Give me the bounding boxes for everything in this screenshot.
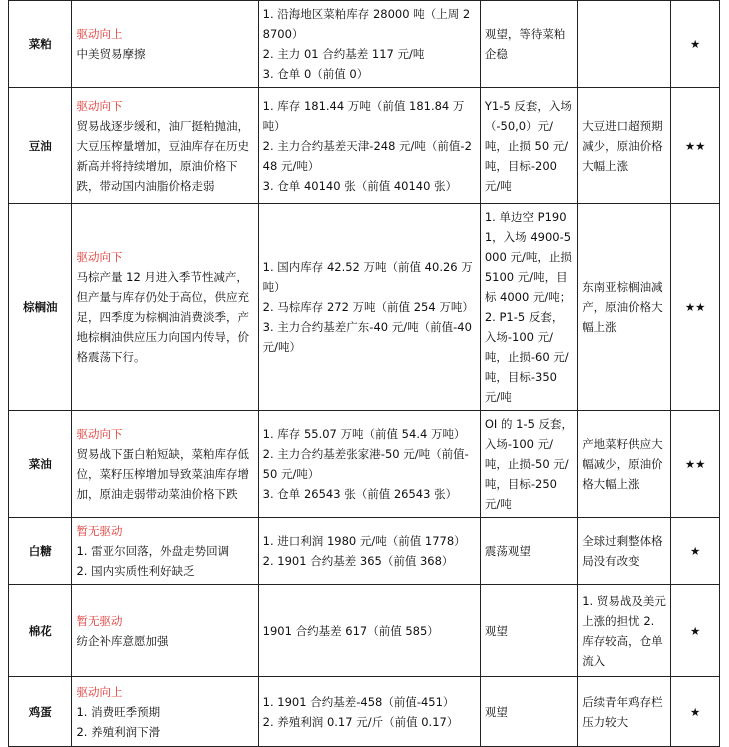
strategy-cell: 观望，等待菜粕企稳 bbox=[480, 1, 577, 88]
strategy-cell: OI 的 1-5 反套，入场-100 元/吨，止损-50 元/吨，目标-250 元/吨 bbox=[480, 411, 577, 518]
commodity-table bbox=[8, 0, 720, 747]
data-line: 1901 合约基差 617（前值 585） bbox=[262, 623, 439, 638]
data-line: 3. 仓单 40140 张（前值 40140 张） bbox=[262, 178, 458, 193]
risk-cell: 1. 贸易战及美元上涨的担忧 2. 库存较高，仓单流入 bbox=[578, 585, 671, 677]
commodity-name: 菜油 bbox=[9, 411, 72, 518]
rating-stars: ★★ bbox=[671, 204, 720, 411]
data-cell bbox=[258, 585, 480, 677]
commodity-name: 菜粕 bbox=[9, 1, 72, 88]
driver-title: 暂无驱动 bbox=[76, 524, 123, 538]
rating-stars: ★ bbox=[671, 585, 720, 677]
table-row bbox=[9, 518, 720, 585]
driver-title: 暂无驱动 bbox=[76, 613, 123, 628]
data-line: 1. 1901 合约基差-458（前值-451） bbox=[262, 694, 455, 709]
data-line: 2. 养殖利润 0.17 元/斤（前值 0.17） bbox=[262, 714, 459, 729]
table-row bbox=[9, 88, 720, 204]
driver-line: 1. 消费旺季预期 bbox=[76, 704, 161, 719]
strategy-cell: 震荡观望 bbox=[480, 518, 577, 585]
driver-text: 贸易战逐步缓和，油厂挺粕抛油，大豆压榨量增加，豆油库存在历史新高并将持续增加，原油价格下跌，带动国内油脂价格走弱 bbox=[76, 118, 249, 193]
data-line: 2. 主力 01 合约基差 117 元/吨 bbox=[262, 47, 425, 61]
data-line: 2. 1901 合约基差 365（前值 368） bbox=[262, 554, 454, 568]
driver-title: 驱动向上 bbox=[76, 684, 123, 699]
rating-stars: ★ bbox=[671, 518, 720, 585]
driver-title: 驱动向上 bbox=[76, 27, 123, 41]
strategy-cell: 观望 bbox=[480, 677, 577, 747]
risk-cell bbox=[578, 1, 671, 88]
driver-cell bbox=[72, 585, 258, 677]
data-line: 2. 主力合约基差天津-248 元/吨（前值-248 元/吨） bbox=[262, 138, 472, 173]
driver-line: 1. 雷亚尔回落，外盘走势回调 bbox=[76, 544, 230, 558]
driver-cell bbox=[72, 204, 258, 411]
driver-line: 2. 养殖利润下滑 bbox=[76, 724, 161, 739]
driver-text: 纺企补库意愿加强 bbox=[76, 633, 169, 648]
data-cell bbox=[258, 677, 480, 747]
driver-cell bbox=[72, 518, 258, 585]
commodity-name: 豆油 bbox=[9, 88, 72, 204]
driver-cell bbox=[72, 1, 258, 88]
risk-cell: 产地菜籽供应大幅减少，原油价格大幅上涨 bbox=[578, 411, 671, 518]
strategy-cell: Y1-5 反套，入场（-50,0）元/吨，止损 50 元/吨，目标-200 元/吨 bbox=[480, 88, 577, 204]
driver-line: 2. 国内实质性利好缺乏 bbox=[76, 564, 195, 578]
driver-text: 贸易战下蛋白粕短缺，菜粕库存低位，菜籽压榨增加导致菜油库存增加，原油走弱带动菜油价格下跌 bbox=[76, 447, 249, 501]
data-line: 3. 仓单 26543 张（前值 26543 张） bbox=[262, 487, 458, 501]
data-line: 2. 主力合约基差张家港-50 元/吨（前值-50 元/吨） bbox=[262, 447, 469, 481]
data-cell bbox=[258, 204, 480, 411]
driver-cell bbox=[72, 88, 258, 204]
rating-stars: ★★ bbox=[671, 88, 720, 204]
table-row bbox=[9, 204, 720, 411]
table-row bbox=[9, 677, 720, 747]
driver-title: 驱动向下 bbox=[76, 98, 123, 113]
risk-cell: 后续青年鸡存栏压力较大 bbox=[578, 677, 671, 747]
data-line: 1. 库存 181.44 万吨（前值 181.84 万吨） bbox=[262, 98, 465, 133]
rating-stars: ★ bbox=[671, 1, 720, 88]
driver-cell bbox=[72, 677, 258, 747]
data-line: 3. 仓单 0（前值 0） bbox=[262, 67, 369, 81]
data-line: 2. 马棕库存 272 万吨（前值 254 万吨） bbox=[262, 300, 474, 314]
risk-cell: 全球过剩整体格局没有改变 bbox=[578, 518, 671, 585]
data-line: 1. 进口利润 1980 元/吨（前值 1778） bbox=[262, 534, 466, 548]
strategy-cell: 1. 单边空 P1901，入场 4900-5000 元/吨，止损 5100 元/吨，目标 4000 元/吨；2. P1-5 反套，入场-100 元/吨，止损-60 元/吨，目标-350 元/吨 bbox=[480, 204, 577, 411]
rating-stars: ★★ bbox=[671, 411, 720, 518]
driver-text: 马棕产量 12 月进入季节性减产，但产量与库存仍处于高位，供应充足，四季度为棕榈油消费淡季，产地棕榈油供应压力向国内传导，价格震荡下行。 bbox=[76, 270, 249, 364]
strategy-cell: 观望 bbox=[480, 585, 577, 677]
driver-title: 驱动向下 bbox=[76, 250, 123, 264]
rating-stars: ★ bbox=[671, 677, 720, 747]
commodity-name: 棉花 bbox=[9, 585, 72, 677]
risk-cell: 东南亚棕榈油减产，原油价格大幅上涨 bbox=[578, 204, 671, 411]
table-row bbox=[9, 411, 720, 518]
driver-title: 驱动向下 bbox=[76, 427, 123, 441]
data-line: 1. 国内库存 42.52 万吨（前值 40.26 万吨） bbox=[262, 260, 473, 294]
commodity-name: 棕榈油 bbox=[9, 204, 72, 411]
data-line: 3. 主力合约基差广东-40 元/吨（前值-40 元/吨） bbox=[262, 320, 472, 354]
commodity-name: 鸡蛋 bbox=[9, 677, 72, 747]
data-line: 1. 沿海地区菜粕库存 28000 吨（上周 28700） bbox=[262, 7, 471, 41]
data-cell bbox=[258, 88, 480, 204]
driver-cell bbox=[72, 411, 258, 518]
table-row bbox=[9, 585, 720, 677]
data-line: 1. 库存 55.07 万吨（前值 54.4 万吨） bbox=[262, 427, 466, 441]
risk-cell: 大豆进口超预期减少，原油价格大幅上涨 bbox=[578, 88, 671, 204]
driver-text: 中美贸易摩擦 bbox=[76, 47, 146, 61]
data-cell bbox=[258, 1, 480, 88]
table-row bbox=[9, 1, 720, 88]
commodity-name: 白糖 bbox=[9, 518, 72, 585]
data-cell bbox=[258, 518, 480, 585]
data-cell bbox=[258, 411, 480, 518]
